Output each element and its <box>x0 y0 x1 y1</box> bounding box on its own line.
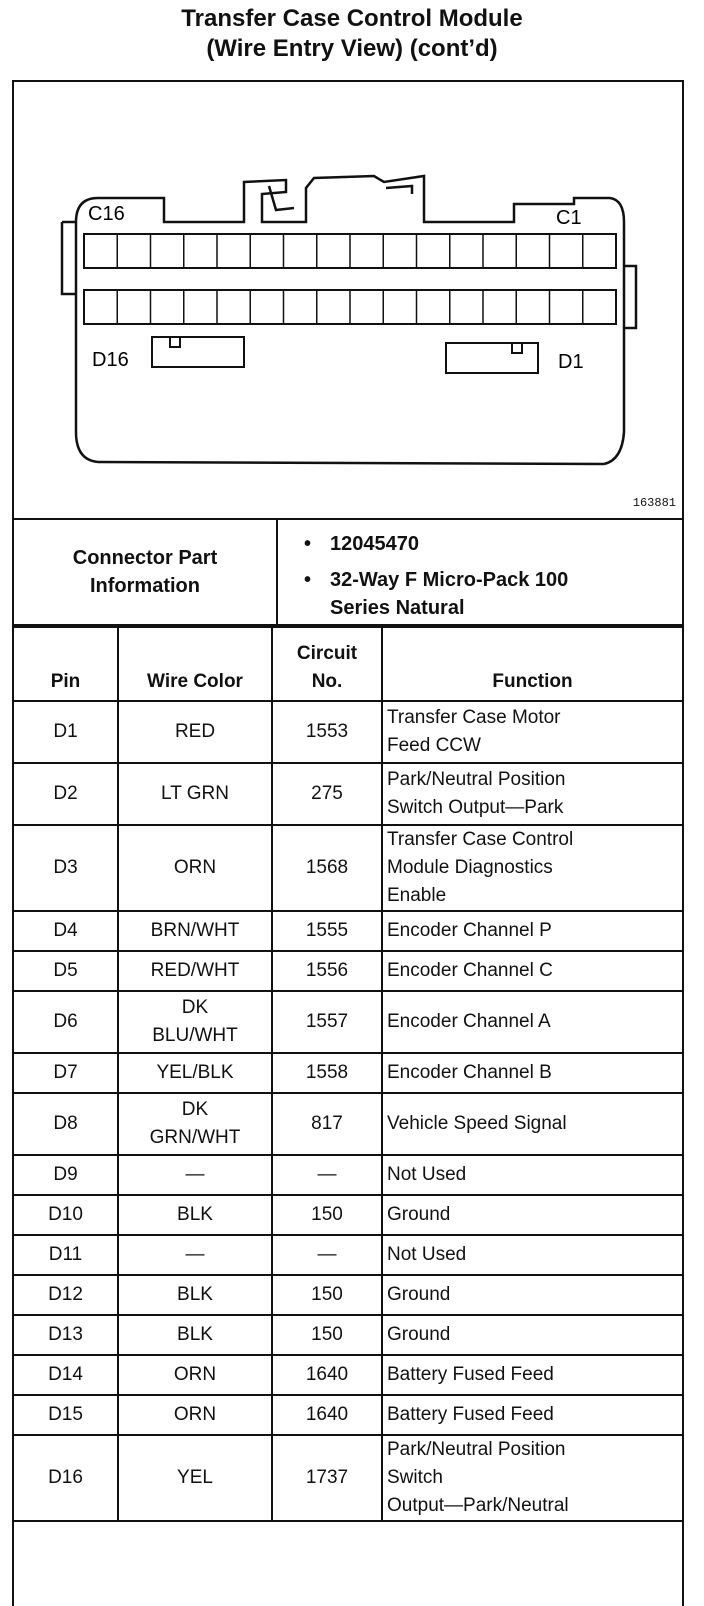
cell-wire-color <box>118 1053 272 1093</box>
cell-pin: D9 <box>14 1155 118 1195</box>
table-row <box>14 911 682 951</box>
wire-color-line: GRN/WHT <box>149 1127 241 1148</box>
function-line: Not Used <box>387 1244 467 1265</box>
cell-wire-color <box>118 1275 272 1315</box>
cell-pin: D2 <box>14 763 118 825</box>
cell-pin: D7 <box>14 1053 118 1093</box>
cell-function <box>382 763 682 825</box>
table-row <box>14 825 682 911</box>
header-function: Function <box>382 627 682 701</box>
function-line: Park/Neutral Position <box>387 1439 566 1460</box>
title-line-1: Transfer Case Control Module <box>181 5 523 32</box>
part-info-label-line-2: Information <box>90 575 200 597</box>
function-line: Park/Neutral Position <box>387 769 566 790</box>
page-title <box>0 4 704 64</box>
wire-color-line: BLU/WHT <box>152 1025 238 1046</box>
pin-table <box>14 626 682 1522</box>
function-line: Enable <box>387 885 447 906</box>
function-line: Encoder Channel P <box>387 920 552 941</box>
table-row <box>14 1053 682 1093</box>
cell-wire-color <box>118 951 272 991</box>
wire-color-line: — <box>185 1244 205 1265</box>
wire-color-line: RED/WHT <box>150 960 240 981</box>
part-description-line-2: Series Natural <box>330 597 465 619</box>
function-line: Ground <box>387 1204 451 1225</box>
cell-circuit: 150 <box>272 1275 382 1315</box>
label-d16: D16 <box>92 349 129 371</box>
cell-pin: D15 <box>14 1395 118 1435</box>
function-line: Feed CCW <box>387 735 481 756</box>
pin-table-header <box>14 627 682 701</box>
header-circuit-line-2: No. <box>311 671 343 692</box>
cell-function <box>382 991 682 1053</box>
table-row <box>14 1395 682 1435</box>
cell-function <box>382 911 682 951</box>
table-row <box>14 991 682 1053</box>
table-row <box>14 1275 682 1315</box>
cell-circuit: 1556 <box>272 951 382 991</box>
label-c1: C1 <box>556 207 582 229</box>
wire-color-line: DK <box>181 997 209 1018</box>
table-row <box>14 1093 682 1155</box>
table-row <box>14 1235 682 1275</box>
cell-circuit: 1555 <box>272 911 382 951</box>
table-row <box>14 1195 682 1235</box>
cell-circuit: 1568 <box>272 825 382 911</box>
cell-wire-color <box>118 1435 272 1521</box>
connector-diagram <box>14 82 682 520</box>
table-row <box>14 1155 682 1195</box>
function-line: Ground <box>387 1324 451 1345</box>
connector-frame <box>12 80 684 1606</box>
function-line: Battery Fused Feed <box>387 1404 554 1425</box>
cell-pin: D14 <box>14 1355 118 1395</box>
cell-pin: D10 <box>14 1195 118 1235</box>
wire-color-line: LT GRN <box>161 783 229 804</box>
cavity-row-c <box>84 234 616 268</box>
cell-function <box>382 1235 682 1275</box>
wire-color-line: BLK <box>177 1284 213 1305</box>
part-info-list <box>304 530 568 622</box>
function-line: Ground <box>387 1284 451 1305</box>
cell-wire-color <box>118 1155 272 1195</box>
cell-function <box>382 701 682 763</box>
table-row <box>14 763 682 825</box>
function-line: Transfer Case Control <box>387 829 574 850</box>
wire-color-line: — <box>185 1164 205 1185</box>
cell-wire-color <box>118 1355 272 1395</box>
header-circuit-line-1: Circuit <box>296 643 358 664</box>
cell-pin: D8 <box>14 1093 118 1155</box>
cell-function <box>382 1435 682 1521</box>
cell-wire-color <box>118 1235 272 1275</box>
part-info-item <box>304 566 568 622</box>
pin-table-body <box>14 701 682 1521</box>
cell-wire-color <box>118 1093 272 1155</box>
cell-pin: D1 <box>14 701 118 763</box>
cell-wire-color <box>118 763 272 825</box>
label-c16: C16 <box>88 203 125 225</box>
cell-pin: D12 <box>14 1275 118 1315</box>
cell-pin: D5 <box>14 951 118 991</box>
cell-function <box>382 1195 682 1235</box>
table-row <box>14 951 682 991</box>
cell-pin: D3 <box>14 825 118 911</box>
header-circuit <box>272 627 382 701</box>
part-description <box>330 566 568 622</box>
table-row <box>14 701 682 763</box>
cavity-row-d <box>84 290 616 324</box>
wire-color-line: BRN/WHT <box>150 920 240 941</box>
cell-pin: D6 <box>14 991 118 1053</box>
wire-color-line: ORN <box>173 857 217 878</box>
part-description-line-1: 32-Way F Micro-Pack 100 <box>330 569 569 591</box>
cell-pin: D11 <box>14 1235 118 1275</box>
header-pin: Pin <box>14 627 118 701</box>
wire-color-line: BLK <box>177 1324 213 1345</box>
function-line: Switch <box>387 1467 443 1488</box>
cell-wire-color <box>118 701 272 763</box>
cell-circuit: — <box>272 1235 382 1275</box>
table-row <box>14 1315 682 1355</box>
cell-function <box>382 1395 682 1435</box>
function-line: Module Diagnostics <box>387 857 553 878</box>
function-line: Encoder Channel A <box>387 1011 551 1032</box>
function-line: Transfer Case Motor <box>387 707 561 728</box>
cell-pin: D13 <box>14 1315 118 1355</box>
cell-wire-color <box>118 1195 272 1235</box>
figure-id: 163881 <box>632 496 676 510</box>
cell-circuit: 1640 <box>272 1355 382 1395</box>
part-number: 12045470 <box>330 533 419 555</box>
cell-function <box>382 1155 682 1195</box>
cell-wire-color <box>118 991 272 1053</box>
function-line: Encoder Channel B <box>387 1062 552 1083</box>
function-line: Encoder Channel C <box>387 960 553 981</box>
cell-function <box>382 825 682 911</box>
cell-circuit: 275 <box>272 763 382 825</box>
cell-circuit: 1557 <box>272 991 382 1053</box>
connector-face-drawing <box>14 82 682 518</box>
cell-function <box>382 951 682 991</box>
wire-color-line: RED <box>174 721 216 742</box>
cell-function <box>382 1053 682 1093</box>
function-line: Switch Output—Park <box>387 797 564 818</box>
cell-wire-color <box>118 911 272 951</box>
wire-color-line: ORN <box>173 1404 217 1425</box>
function-line: Not Used <box>387 1164 467 1185</box>
cell-circuit: 150 <box>272 1195 382 1235</box>
part-info-label <box>14 520 278 624</box>
cell-function <box>382 1315 682 1355</box>
cell-pin: D16 <box>14 1435 118 1521</box>
part-info-label-line-1: Connector Part <box>72 547 218 569</box>
wire-color-line: YEL/BLK <box>156 1062 234 1083</box>
cell-circuit: — <box>272 1155 382 1195</box>
cell-circuit: 817 <box>272 1093 382 1155</box>
function-line: Vehicle Speed Signal <box>387 1113 567 1134</box>
bullet: • <box>304 533 312 555</box>
table-row <box>14 1435 682 1521</box>
title-line-2: (Wire Entry View) (cont’d) <box>206 35 498 62</box>
cell-circuit: 1737 <box>272 1435 382 1521</box>
bullet: • <box>304 569 312 591</box>
cell-circuit: 1558 <box>272 1053 382 1093</box>
function-line: Output—Park/Neutral <box>387 1495 569 1516</box>
cell-wire-color <box>118 1395 272 1435</box>
cell-function <box>382 1275 682 1315</box>
keyway-slots <box>152 337 538 373</box>
wire-color-line: YEL <box>177 1467 213 1488</box>
header-wire-color: Wire Color <box>118 627 272 701</box>
cell-circuit: 150 <box>272 1315 382 1355</box>
wire-color-line: DK <box>181 1099 209 1120</box>
wire-color-line: ORN <box>173 1364 217 1385</box>
cell-wire-color <box>118 825 272 911</box>
cell-function <box>382 1355 682 1395</box>
cell-function <box>382 1093 682 1155</box>
cell-pin: D4 <box>14 911 118 951</box>
function-line: Battery Fused Feed <box>387 1364 554 1385</box>
table-row <box>14 1355 682 1395</box>
cell-circuit: 1640 <box>272 1395 382 1435</box>
wire-color-line: BLK <box>177 1204 213 1225</box>
cell-circuit: 1553 <box>272 701 382 763</box>
connector-part-info <box>14 520 682 626</box>
label-d1: D1 <box>558 351 584 373</box>
cell-wire-color <box>118 1315 272 1355</box>
part-info-item <box>304 530 568 558</box>
